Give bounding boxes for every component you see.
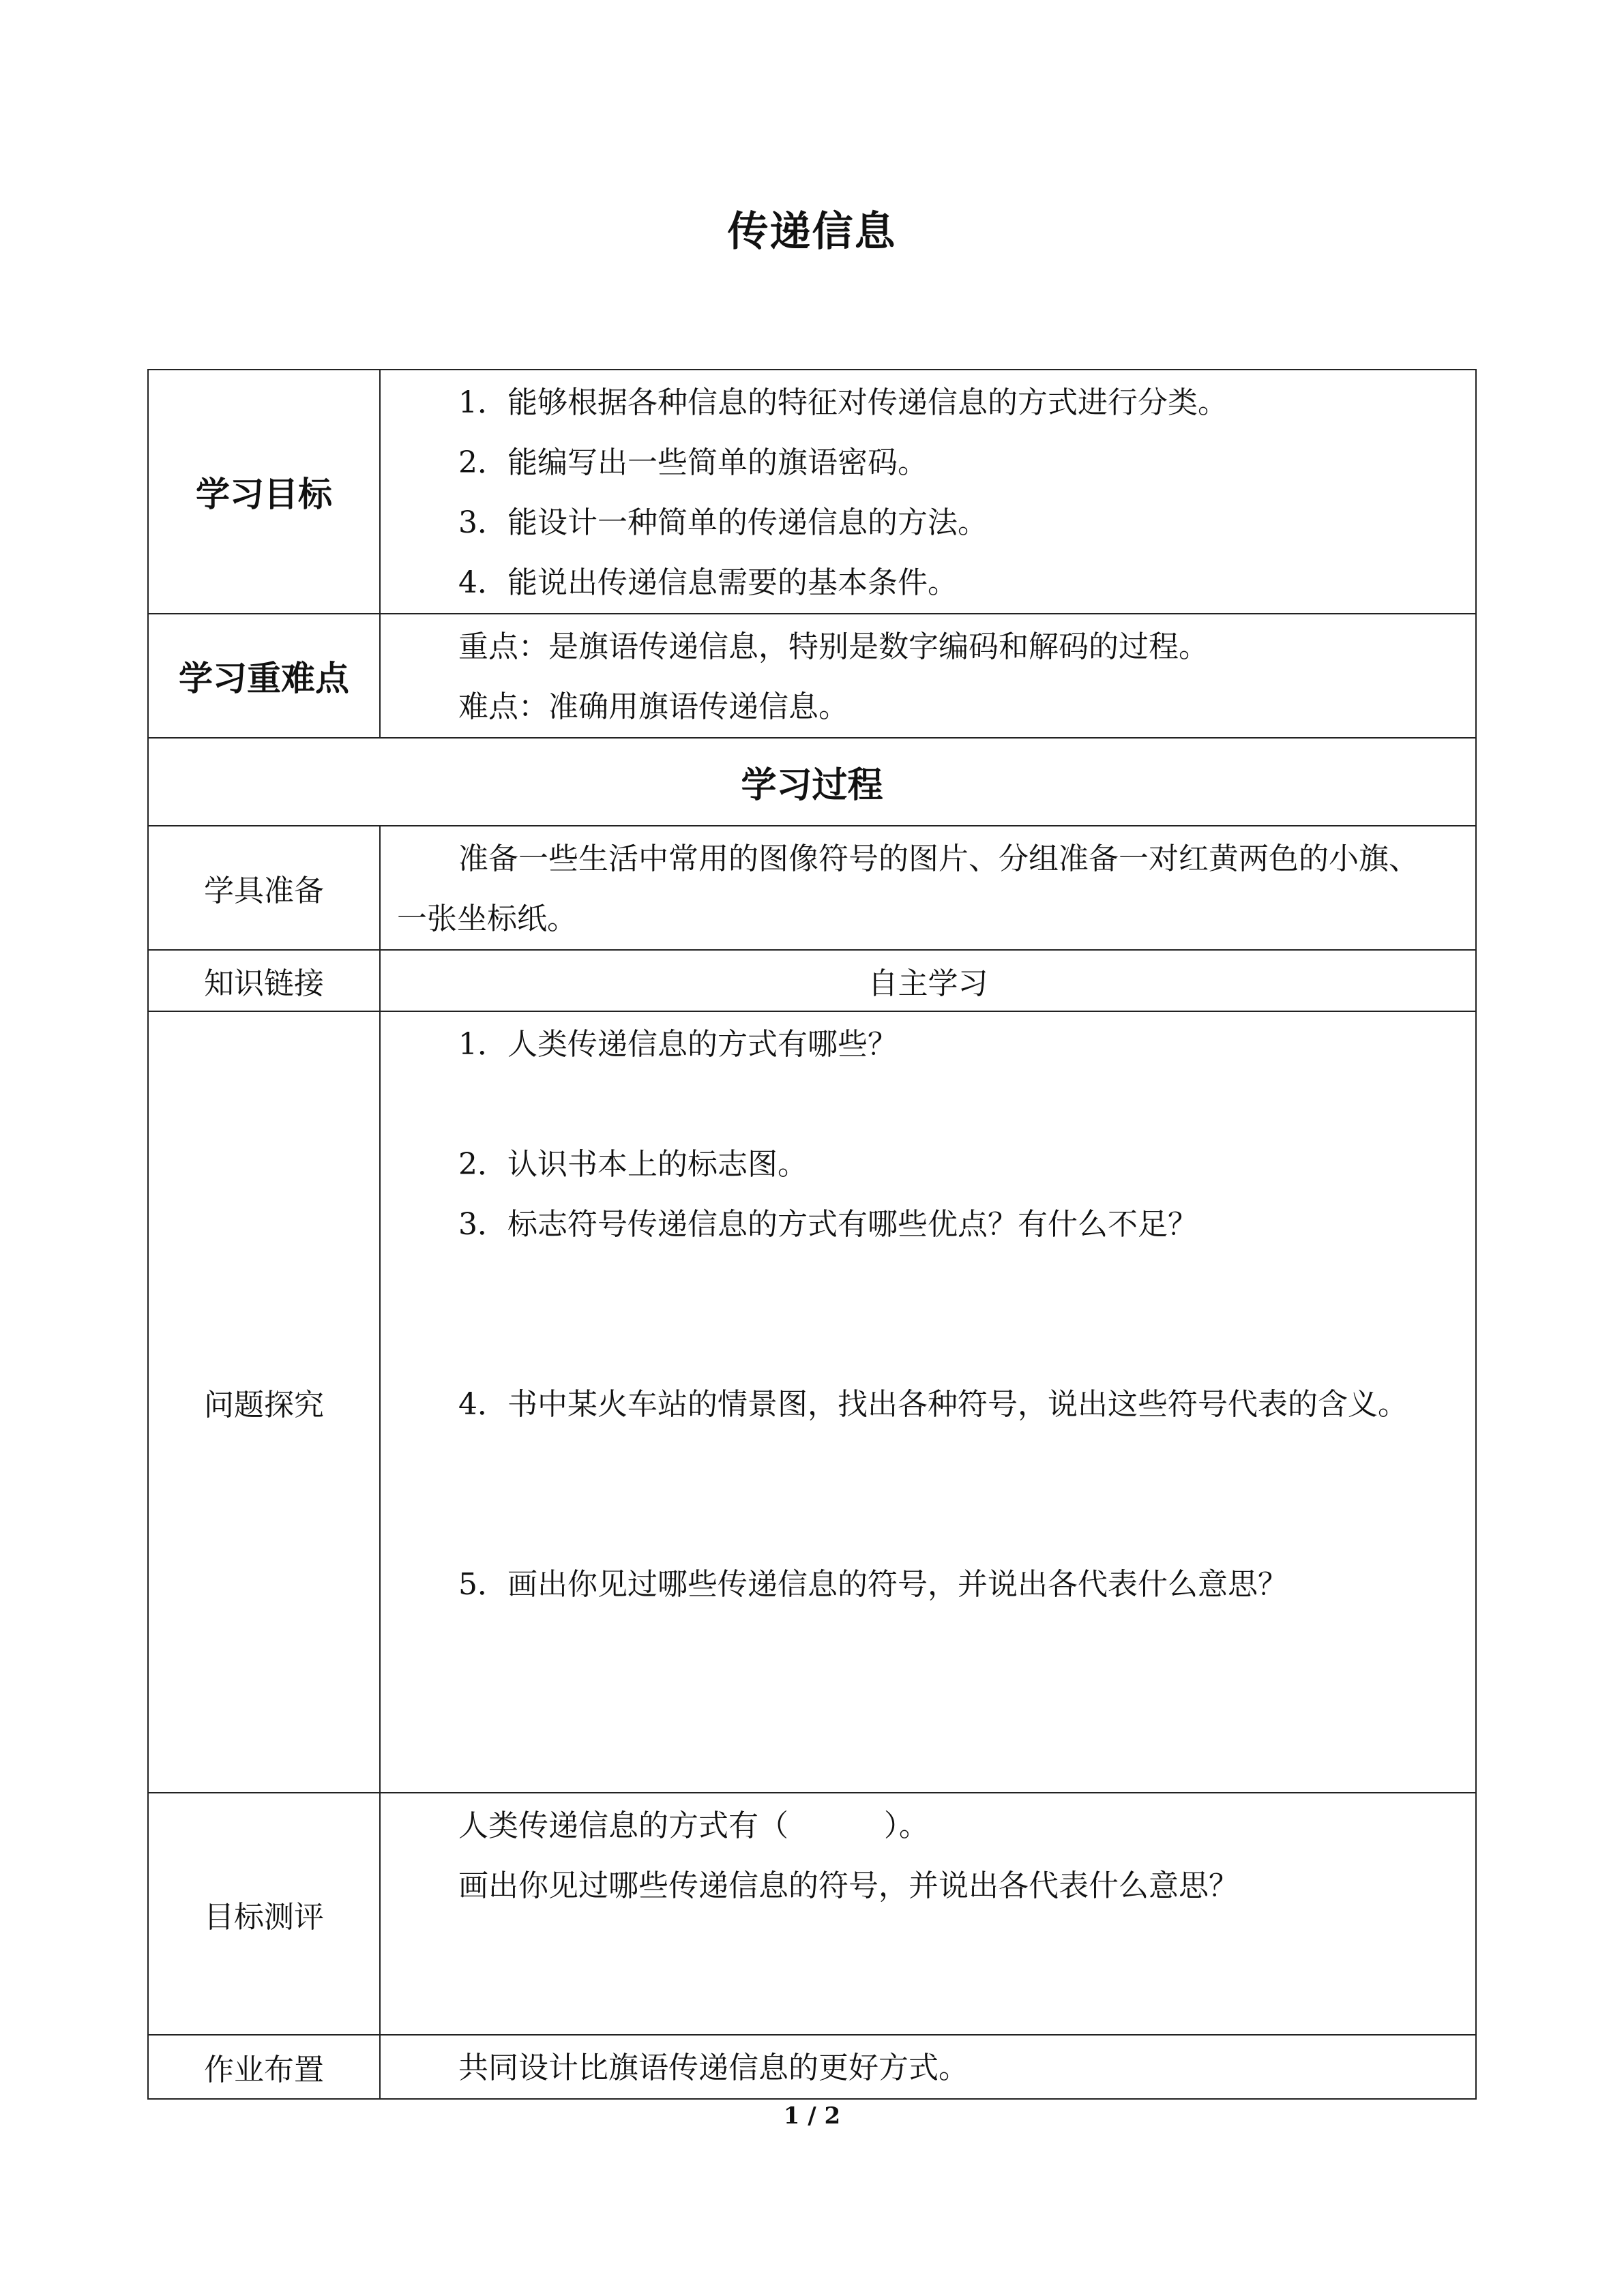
- inquiry-content: [380, 1011, 1476, 1793]
- answer-space: [397, 1435, 1445, 1555]
- knowledge-content: 自主学习: [380, 950, 1476, 1011]
- answer-space: [397, 1075, 1445, 1135]
- inquiry-item: 2．认识书本上的标志图。: [458, 1147, 808, 1182]
- knowledge-row: [148, 950, 1476, 1011]
- assessment-label: 目标测评: [148, 1793, 380, 2035]
- assessment-item: 人类传递信息的方式有（ ）。: [458, 1808, 929, 1843]
- key-points-row: [148, 614, 1476, 738]
- process-heading-row: [148, 738, 1476, 826]
- inquiry-item: 4．书中某火车站的情景图，找出各种符号，说出这些符号代表的含义。: [458, 1387, 1408, 1422]
- objective-item: 1．能够根据各种信息的特征对传递信息的方式进行分类。: [458, 385, 1228, 420]
- key-point-focus: 重点：是旗语传递信息，特别是数字编码和解码的过程。: [458, 629, 1209, 664]
- inquiry-item: 1．人类传递信息的方式有哪些？: [458, 1027, 898, 1062]
- objective-item: 2．能编写出一些简单的旗语密码。: [458, 445, 928, 480]
- knowledge-label: 知识链接: [148, 950, 380, 1011]
- assessment-item: 画出你见过哪些传递信息的符号，并说出各代表什么意思？: [458, 1868, 1239, 1903]
- tools-text: 准备一些生活中常用的图像符号的图片、分组准备一对红黄两色的小旗、一张坐标纸。: [397, 841, 1419, 936]
- inquiry-item: 3．标志符号传递信息的方式有哪些优点？有什么不足？: [458, 1207, 1198, 1242]
- page-title: 传递信息: [727, 208, 897, 256]
- assessment-content: [380, 1793, 1476, 2035]
- objective-item: 4．能说出传递信息需要的基本条件。: [458, 565, 958, 600]
- inquiry-label: 问题探究: [148, 1011, 380, 1793]
- page-number: 1 / 2: [783, 2102, 841, 2130]
- answer-space: [397, 1255, 1445, 1375]
- homework-content: [380, 2035, 1476, 2099]
- process-heading: 学习过程: [148, 738, 1476, 826]
- objectives-content: [380, 370, 1476, 614]
- lesson-plan-table: [147, 369, 1477, 2100]
- tools-row: [148, 826, 1476, 950]
- inquiry-item: 5．画出你见过哪些传递信息的符号，并说出各代表什么意思？: [458, 1567, 1288, 1602]
- homework-text: 共同设计比旗语传递信息的更好方式。: [458, 2051, 969, 2085]
- tools-content: [380, 826, 1476, 950]
- homework-row: [148, 2035, 1476, 2099]
- homework-label: 作业布置: [148, 2035, 380, 2099]
- inquiry-row: [148, 1011, 1476, 1793]
- objective-item: 3．能设计一种简单的传递信息的方法。: [458, 505, 988, 540]
- key-point-difficulty: 难点：准确用旗语传递信息。: [458, 689, 848, 724]
- key-points-content: [380, 614, 1476, 738]
- objectives-label: 学习目标: [148, 370, 380, 614]
- key-points-label: 学习重难点: [148, 614, 380, 738]
- objectives-row: [148, 370, 1476, 614]
- tools-label: 学具准备: [148, 826, 380, 950]
- assessment-row: [148, 1793, 1476, 2035]
